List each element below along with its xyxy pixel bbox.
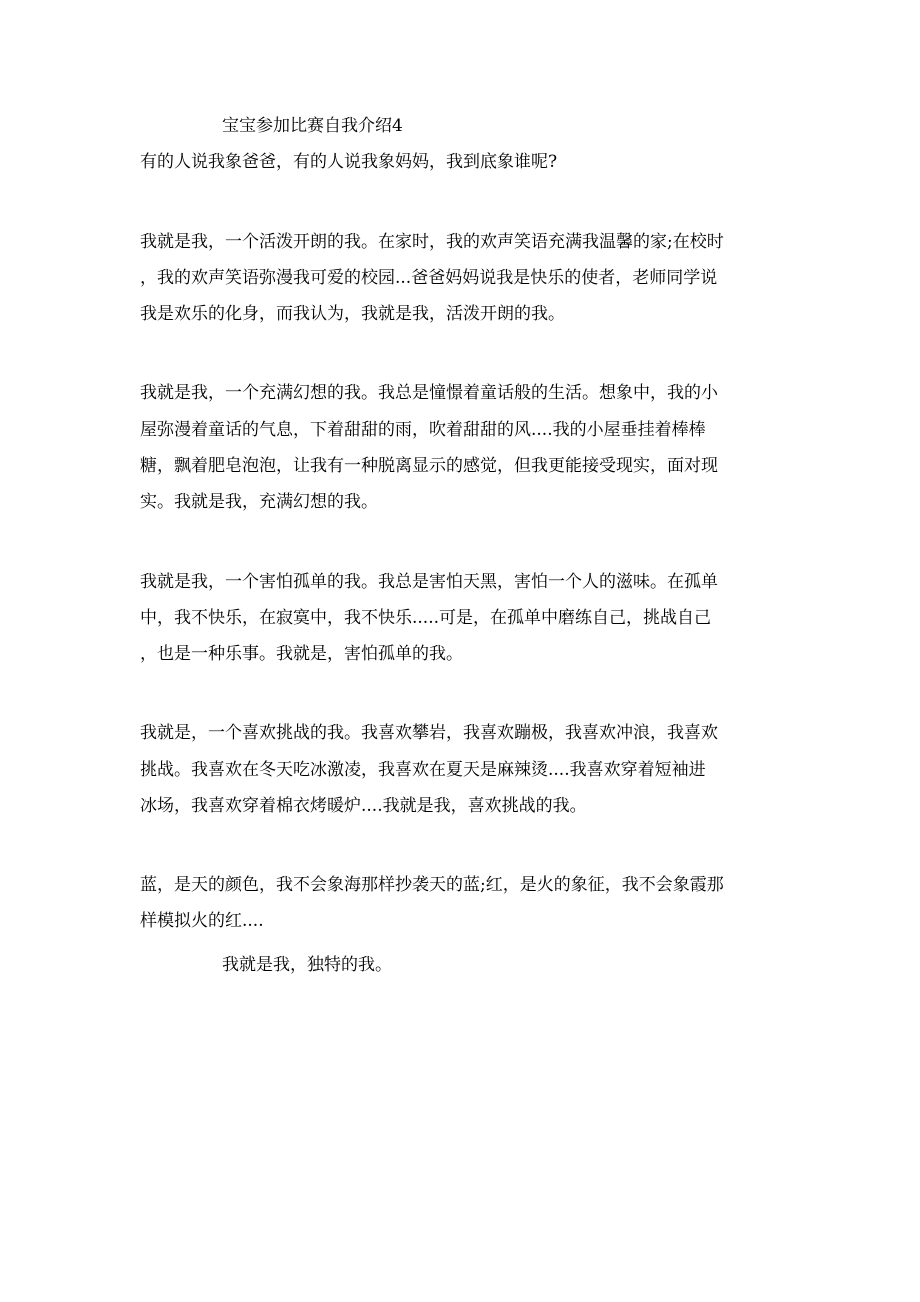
paragraph-line: 屋弥漫着童话的气息，下着甜甜的雨，吹着甜甜的风....我的小屋垂挂着棒棒	[140, 420, 706, 440]
paragraph-line: 挑战。我喜欢在冬天吃冰激凌，我喜欢在夏天是麻辣烫....我喜欢穿着短袖进	[140, 760, 706, 780]
paragraph-line: 冰场，我喜欢穿着棉衣烤暖炉....我就是我，喜欢挑战的我。	[140, 796, 587, 816]
paragraph-line: 我就是我，一个充满幻想的我。我总是憧憬着童话般的生活。想象中，我的小	[140, 383, 718, 403]
intro-line: 有的人说我象爸爸，有的人说我象妈妈，我到底象谁呢?	[140, 152, 558, 172]
paragraph-line: ，也是一种乐事。我就是，害怕孤单的我。	[140, 644, 463, 664]
document-title: 宝宝参加比赛自我介绍4	[222, 116, 403, 136]
paragraph-line: ，我的欢声笑语弥漫我可爱的校园...爸爸妈妈说我是快乐的使者，老师同学说	[140, 268, 718, 288]
paragraph-line: 样模拟火的红....	[140, 911, 264, 931]
closing-line: 我就是我，独特的我。	[222, 955, 392, 975]
paragraph-line: 我就是，一个喜欢挑战的我。我喜欢攀岩，我喜欢蹦极，我喜欢冲浪，我喜欢	[140, 723, 718, 743]
paragraph-line: 蓝，是天的颜色，我不会象海那样抄袭天的蓝;红，是火的象征，我不会象霞那	[140, 875, 724, 895]
paragraph-line: 我就是我，一个害怕孤单的我。我总是害怕天黑，害怕一个人的滋味。在孤单	[140, 572, 718, 592]
paragraph-line: 中，我不快乐，在寂寞中，我不快乐.....可是，在孤单中磨练自己，挑战自己	[140, 608, 712, 628]
paragraph-line: 糖，飘着肥皂泡泡，让我有一种脱离显示的感觉，但我更能接受现实，面对现	[140, 456, 718, 476]
paragraph-line: 我是欢乐的化身，而我认为，我就是我，活泼开朗的我。	[140, 304, 565, 324]
paragraph-line: 我就是我，一个活泼开朗的我。在家时，我的欢声笑语充满我温馨的家;在校时	[140, 232, 724, 252]
paragraph-line: 实。我就是我，充满幻想的我。	[140, 492, 378, 512]
